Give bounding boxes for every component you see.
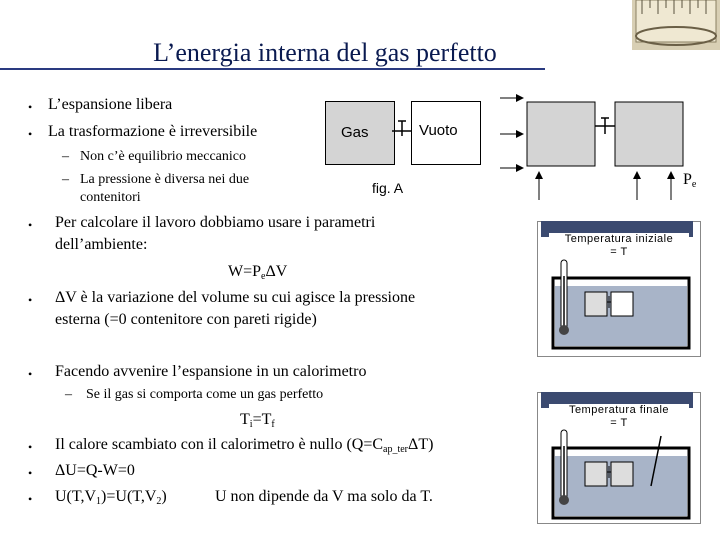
bullet-marker: • <box>28 367 33 381</box>
formula-temperature: $T_i=T_f$ <box>240 411 275 430</box>
bullet-marker: • <box>28 466 33 480</box>
calorimeter-final-label: Temperatura finale <box>568 404 670 416</box>
sub-pressure-different-cont: contenitori <box>80 190 141 205</box>
bullet-volume-change: ΔV è la variazione del volume su cui agisce la pressione <box>55 289 416 306</box>
calorimeter-initial-drawing <box>549 256 693 352</box>
title-underline <box>0 68 545 70</box>
bullet-volume-change-cont: esterna (=0 contenitore con pareti rigide) <box>55 311 317 328</box>
bullet-u-independent-note: U non dipende da V ma solo da T. <box>215 488 433 505</box>
external-pressure-diagram <box>495 88 695 206</box>
figure-caption: fig. A <box>372 180 404 196</box>
bullet-marker: • <box>28 218 33 232</box>
bullet-u-independent: $U(T,V_1)=U(T,V_2)$ <box>55 488 167 507</box>
bullet-marker: • <box>28 127 33 141</box>
calorimeter-final-value: = T <box>610 417 628 429</box>
bullet-environment-params: Per calcolare il lavoro dobbiamo usare i parametri <box>55 214 376 231</box>
bullet-irreversible: La trasformazione è irreversibile <box>48 123 258 140</box>
calorimeter-initial-value: = T <box>610 246 628 258</box>
bullet-heat-exchange: Il calore scambiato con il calorimetro è nullo $(Q=C_{ap\_ter}\Delta T)$ <box>55 436 434 455</box>
vacuum-label: Vuoto <box>419 122 458 139</box>
bullet-calorimeter: Facendo avvenire l’espansione in un calorimetro <box>55 363 367 380</box>
ruler-decoration <box>632 0 720 50</box>
formula-work: $W=P_e\Delta V$ <box>228 263 288 282</box>
slide-title: L’energia interna del gas perfetto <box>153 38 497 67</box>
sub-dash: – <box>62 149 69 164</box>
bullet-marker: • <box>28 100 33 114</box>
bullet-marker: • <box>28 293 33 307</box>
bullet-internal-energy: ΔU=Q-W=0 <box>55 462 135 479</box>
calorimeter-final-drawing <box>549 426 693 522</box>
calorimeter-initial-label: Temperatura iniziale <box>564 233 674 245</box>
valve-icon <box>392 118 412 140</box>
external-pressure-label: $P_e$ <box>683 171 697 190</box>
bullet-environment-params-cont: dell’ambiente: <box>55 236 148 253</box>
bullet-free-expansion: L’espansione libera <box>48 96 173 113</box>
sub-ideal-gas: Se il gas si comporta come un gas perfetto <box>86 387 324 402</box>
sub-dash: – <box>62 172 69 187</box>
sub-pressure-different: La pressione è diversa nei due <box>80 172 250 187</box>
bullet-marker: • <box>28 492 33 506</box>
gas-label: Gas <box>341 124 369 141</box>
sub-dash: – <box>65 387 72 402</box>
bullet-marker: • <box>28 440 33 454</box>
sub-mechanical-equilibrium: Non c’è equilibrio meccanico <box>80 149 246 164</box>
